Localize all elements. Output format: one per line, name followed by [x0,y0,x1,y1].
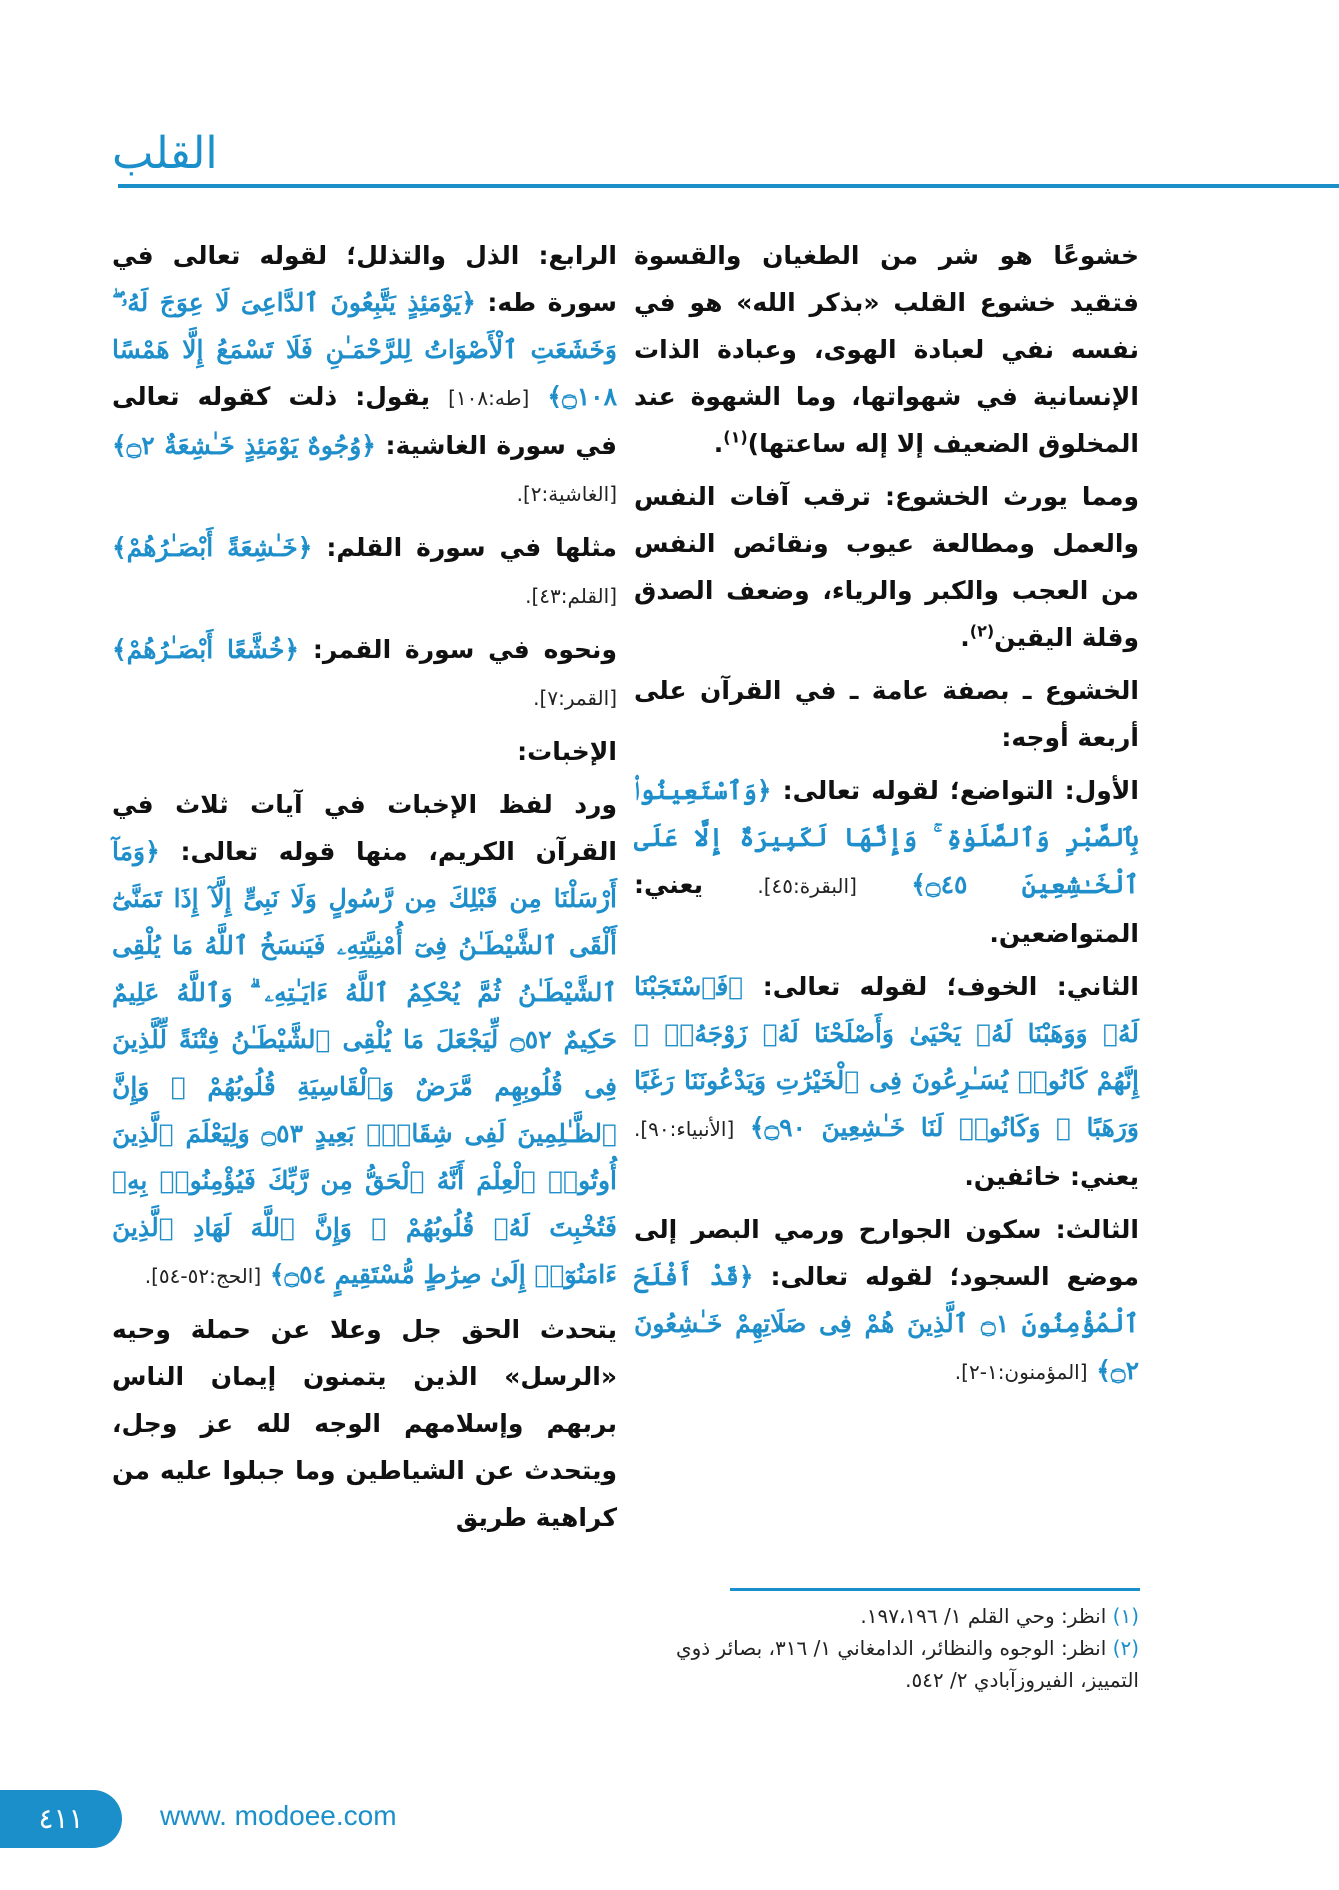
paragraph-text: ورد لفظ الإخبات في آيات ثلاث في القرآن الكريم، منها قوله تعالى: [112,790,617,866]
meaning-tail: يعني: المتواضعين. [634,870,1139,948]
verse-ref: [طه:١٠٨] [448,386,530,410]
verse-ref: [القمر:٧]. [533,686,617,710]
footnote-text: انظر: وحي القلم ١/ ١٩٧،١٩٦. [860,1604,1107,1628]
meaning-tail: يقول: ذلت كقوله تعالى في سورة الغاشية: [112,382,617,460]
quran-verse: ﴿وَٱسْتَعِينُوا۟ بِٱلصَّبْرِ وَٱلصَّلَوٰةِ ۚ وَإِنَّهَا لَكَبِيرَةٌ إِلَّا عَلَى ٱلْخَـٰشِعِينَ ۝٤٥﴾ [634,776,1139,899]
meaning-fourth [112,232,617,518]
header-rule [118,184,1339,188]
footnote-number: (١) [1112,1604,1139,1628]
paragraph: الخشوع ـ بصفة عامة ـ في القرآن على أربعة أوجه: [634,676,1139,752]
footnotes [634,1600,1139,1696]
meaning-first [634,767,1139,957]
paragraph [634,473,1139,661]
website-link[interactable]: www. modoee.com [160,1800,397,1831]
paragraph-text: ونحوه في سورة القمر: [312,635,617,664]
meaning-third [634,1206,1139,1396]
quran-verse: ﴿خُشَّعًا أَبْصَـٰرُهُمْ﴾ [112,635,300,664]
paragraph-text: خشوعًا هو شر من الطغيان والقسوة فتقيد خشوع القلب «بذكر الله» هو في نفسه نفي لعبادة الهوى، وعبادة الذات الإنسانية في شهواتها، وما الشهوة عند المخلوق الضعيف إلا إله ساعتها) [634,241,1139,458]
page-number-badge: ٤١١ [0,1790,122,1848]
paragraph-end: . [960,623,970,652]
footnote-item [634,1600,1139,1632]
quran-verse: ﴿فَٱسْتَجَبْنَا لَهُۥ وَوَهَبْنَا لَهُۥ يَحْيَىٰ وَأَصْلَحْنَا لَهُۥ زَوْجَهُۥٓ ۚ إِنَّهُمْ كَانُوا۟ يُسَـٰرِعُونَ فِى ٱلْخَيْرَٰتِ وَيَدْعُونَنَا رَغَبًا وَرَهَبًا ۖ وَكَانُوا۟ لَنَا خَـٰشِعِينَ ۝٩٠﴾ [634,972,1139,1142]
verse-ref: [الغاشية:٢]. [516,482,617,506]
right-column [634,232,1139,1402]
meaning-tail: يعني: خائفين. [964,1162,1139,1191]
meaning-label: الرابع: الذل والتذلل؛ لقوله تعالى في سورة طه: [112,241,617,317]
paragraph-end: . [713,429,724,458]
left-column [112,232,617,1547]
paragraph: يتحدث الحق جل وعلا عن حملة وحيه «الرسل» الذين يتمنون إيمان الناس بربهم وإسلامهم الوجه لله عز وجل، ويتحدث عن الشياطين وما جبلوا عليه من كراهية طريق [112,1315,617,1532]
paragraph-text: مثلها في سورة القلم: [326,533,617,562]
verse-ref: [الأنبياء:٩٠]. [634,1117,735,1141]
paragraph [634,232,1139,467]
paragraph-text: ومما يورث الخشوع: ترقب آفات النفس والعمل ومطالعة عيوب ونقائص النفس من العجب والكبر والرياء، وضعف الصدق وقلة اليقين [634,482,1139,652]
footnote-rule [730,1588,1140,1591]
meaning-label: الأول: التواضع؛ لقوله تعالى: [782,776,1139,805]
verse-ref: [القلم:٤٣]. [525,584,617,608]
footnote-item [634,1632,1139,1696]
quran-verse: ﴿وَمَآ أَرْسَلْنَا مِن قَبْلِكَ مِن رَّسُولٍ وَلَا نَبِىٍّ إِلَّآ إِذَا تَمَنَّىٰٓ أَلْقَى ٱلشَّيْطَـٰنُ فِىٓ أُمْنِيَّتِهِۦ فَيَنسَخُ ٱللَّهُ مَا يُلْقِى ٱلشَّيْطَـٰنُ ثُمَّ يُحْكِمُ ٱللَّهُ ءَايَـٰتِهِۦ ۗ وَٱللَّهُ عَلِيمٌ حَكِيمٌ ۝٥٢ لِّيَجْعَلَ مَا يُلْقِى ٱلشَّيْطَـٰنُ فِتْنَةً لِّلَّذِينَ فِى قُلُوبِهِم مَّرَضٌ وَٱلْقَاسِيَةِ قُلُوبُهُمْ ۗ وَإِنَّ ٱلظَّـٰلِمِينَ لَفِى شِقَاقٍۭ بَعِيدٍ ۝٥٣ وَلِيَعْلَمَ ٱلَّذِينَ أُوتُوا۟ ٱلْعِلْمَ أَنَّهُ ٱلْحَقُّ مِن رَّبِّكَ فَيُؤْمِنُوا۟ بِهِۦ فَتُخْبِتَ لَهُۥ قُلُوبُهُمْ ۗ وَإِنَّ ٱللَّهَ لَهَادِ ٱلَّذِينَ ءَامَنُوٓا۟ إِلَىٰ صِرَٰطٍ مُّسْتَقِيمٍ ۝٥٤﴾ [112,837,617,1289]
paragraph [112,524,617,620]
meaning-label: الثالث: سكون الجوارح ورمي البصر إلى موضع السجود؛ لقوله تعالى: [634,1215,1139,1291]
footnote-ref[interactable]: (٢) [969,621,995,641]
meaning-label: الثاني: الخوف؛ لقوله تعالى: [762,972,1139,1001]
section-heading: الإخبات: [517,737,617,766]
footnote-ref[interactable]: (١) [723,427,748,447]
quran-verse: ﴿وُجُوهٌ يَوْمَئِذٍ خَـٰشِعَةٌ ۝٢﴾ [112,431,376,460]
paragraph [112,626,617,722]
verse-ref: [البقرة:٤٥]. [757,874,857,898]
paragraph [112,781,617,1300]
verse-ref: [الحج:٥٢-٥٤]. [144,1264,262,1288]
footnote-text: انظر: الوجوه والنظائر، الدامغاني ١/ ٣١٦، بصائر ذوي التمييز، الفيروزآبادي ٢/ ٥٤٢. [675,1636,1139,1692]
footnote-number: (٢) [1112,1636,1139,1660]
page-title: القلب [112,128,218,179]
verse-ref: [المؤمنون:١-٢]. [954,1360,1088,1384]
quran-verse: ﴿خَـٰشِعَةً أَبْصَـٰرُهُمْ﴾ [112,533,313,562]
quran-verse: ﴿يَوْمَئِذٍ يَتَّبِعُونَ ٱلدَّاعِىَ لَا عِوَجَ لَهُۥ ۖ وَخَشَعَتِ ٱلْأَصْوَاتُ لِلرَّحْمَـٰنِ فَلَا تَسْمَعُ إِلَّا هَمْسًا ۝١٠٨﴾ [112,288,617,411]
meaning-second [634,963,1139,1200]
quran-verse: ﴿قَدْ أَفْلَحَ ٱلْمُؤْمِنُونَ ۝١ ٱلَّذِينَ هُمْ فِى صَلَاتِهِمْ خَـٰشِعُونَ ۝٢﴾ [634,1262,1139,1385]
